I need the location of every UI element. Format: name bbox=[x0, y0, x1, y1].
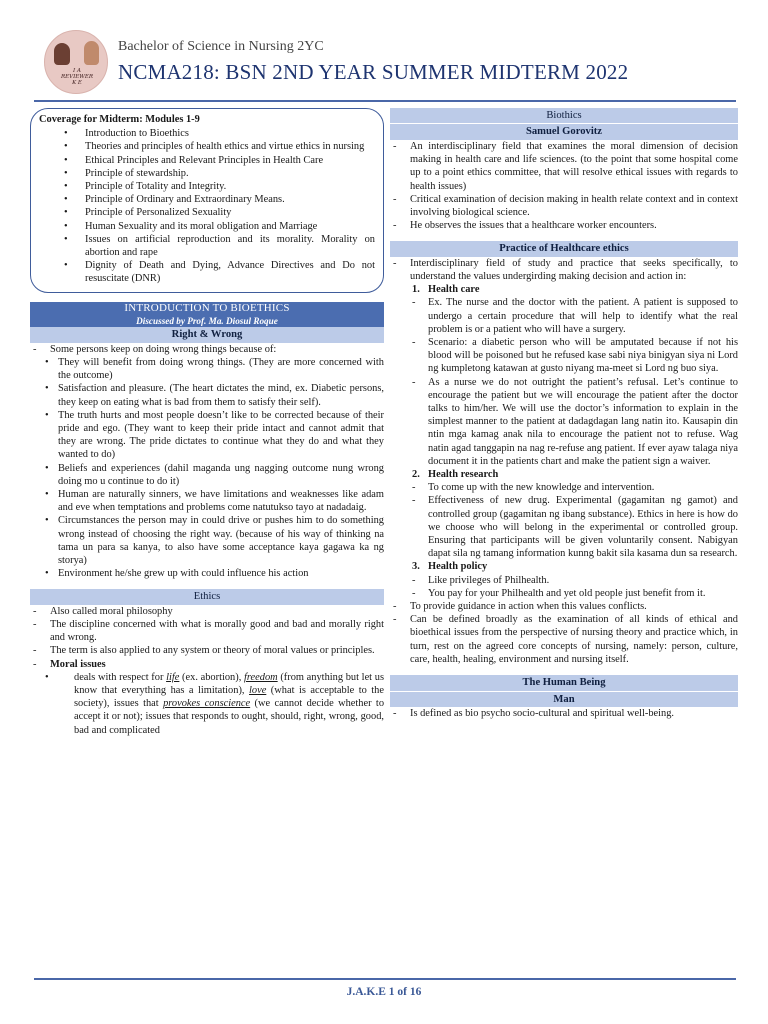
moral-issues-list bbox=[30, 671, 384, 737]
spacer bbox=[390, 232, 738, 241]
coverage-item: • Ethical Principles and Relevant Principles in Health Care bbox=[39, 154, 375, 167]
mi-text-2: (ex. abortion), bbox=[179, 671, 244, 683]
intro-discussed-by: Discussed by Prof. Ma. Diosul Roque bbox=[136, 315, 278, 326]
moral-issues-label: Moral issues bbox=[50, 658, 106, 670]
bioethics-item: - He observes the issues that a healthcare worker encounters. bbox=[390, 219, 738, 232]
area-item: - As a nurse we do not outright the patient’s refusal. Let’s continue to encourage the patient but we will encourage the patient after the doctor talks to him/her. We will use the doctor’s information to explain in the simplest manner to the patient at dadagdagan lang natin ito. Kausapin din ntin mga kamag anak nila to encourage the patient not to refuse. Wag natin agad tanggapin na nag re-refuse ang patient. If ever ayaw talaga niya document it in the patients chart and make the patient sign a waiver. bbox=[394, 376, 738, 468]
right-wrong-lead bbox=[30, 343, 384, 581]
reason-item: • Environment he/she grew up with could influence his action bbox=[30, 567, 384, 580]
intro-section-header bbox=[30, 302, 384, 328]
man-subheader: Man bbox=[390, 692, 738, 707]
coverage-item: • Issues on artificial reproduction and its morality. Morality on abortion and rape bbox=[39, 233, 375, 259]
reasons-list bbox=[30, 356, 384, 580]
area-item: - You pay for your Philhealth and yet old people just benefit from it. bbox=[394, 587, 738, 600]
practice-area-health-policy bbox=[390, 560, 738, 600]
area-items bbox=[390, 574, 738, 600]
reason-item: • Beliefs and experiences (dahil maganda ung nagging outcome nung wrong doing mo u continue to do it) bbox=[30, 462, 384, 488]
practice-lead-text: Interdisciplinary field of study and practice that seeks specifically, to understand the values undergirding making decision and action in: bbox=[410, 257, 738, 282]
bioethics-item: - Critical examination of decision making in health relate context and in context involving biological science. bbox=[390, 193, 738, 219]
reason-item: • Human are naturally sinners, we have limitations and weaknesses like adam and eve when temptations and problems come natutukso tayo at nadadaig. bbox=[30, 488, 384, 514]
reason-item: • Satisfaction and pleasure. (The heart dictates the mind, ex. Diabetic persons, they keep on eating what is bad from them to satisfy their self). bbox=[30, 382, 384, 408]
program-subtitle: Bachelor of Science in Nursing 2YC bbox=[118, 39, 324, 54]
coverage-item: • Principle of stewardship. bbox=[39, 167, 375, 180]
practice-header: Practice of Healthcare ethics bbox=[390, 241, 738, 256]
area-item: - Effectiveness of new drug. Experimental (gagamitan ng gamot) and controlled group (gagamitan ng ibang substance). Ethics in here is how do we choose who will belong in the experimental or controlled group. Ensuring that participants will be given voluntarily consent. Nabigyan dapat sila ng tamang information kunng bakit sila kasama dun sa research. bbox=[394, 494, 738, 560]
reviewer-logo bbox=[44, 30, 108, 94]
coverage-item: • Human Sexuality and its moral obligation and Marriage bbox=[39, 220, 375, 233]
human-being-header: The Human Being bbox=[390, 675, 738, 691]
area-item: - Scenario: a diabetic person who will be amputated because if not his blood will be poisoned but he refused kase sabi niya binigyan siya ni Lord ng kumpletong katawan at gusto niyang ma-meet si Lord ng buo siya. bbox=[394, 336, 738, 376]
area-label: Health research bbox=[428, 469, 499, 481]
coverage-item: • Theories and principles of health ethics and virtue ethics in nursing bbox=[39, 140, 375, 153]
practice-after-item: - Can be defined broadly as the examination of all kinds of ethical and bioethical issues from the perspective of nursing theory and practice which, in turn, rest on the agreed core concepts of nursing, namely: person, culture, care, health, healing, environment and nursing itself. bbox=[390, 613, 738, 666]
bioethics-header: Biothics bbox=[390, 108, 738, 124]
area-item: - Ex. The nurse and the doctor with the patient. A patient is supposed to undergo a certain procedure that will help to identify what the real problem is or a patient who will have a surgery. bbox=[394, 296, 738, 336]
bioethics-author: Samuel Gorovitz bbox=[390, 124, 738, 139]
ethics-item: - Also called moral philosophy bbox=[30, 605, 384, 618]
page-title: NCMA218: BSN 2ND YEAR SUMMER MIDTERM 2022 bbox=[118, 60, 629, 84]
mi-text-5: (we cannot decide whether to accept it or not); issues that responds to ought, should, right, wrong, good, bad and complicated bbox=[74, 698, 385, 736]
area-number: 1. bbox=[412, 284, 420, 296]
logo-figure-right bbox=[84, 41, 99, 65]
mi-text-4: (what is acceptable to the society), issues that bbox=[74, 685, 384, 710]
practice-areas bbox=[390, 283, 738, 600]
reason-item: • The truth hurts and most people doesn’t like to be corrected because of their pride and ego. (They want to keep their pride intact and cannot admit that they are wrong. The pride dictates to continue what they do and what they wanted to do) bbox=[30, 409, 384, 462]
right-column bbox=[390, 108, 738, 720]
coverage-item: • Principle of Personalized Sexuality bbox=[39, 206, 375, 219]
right-wrong-header: Right & Wrong bbox=[30, 327, 384, 342]
coverage-title: Coverage for Midterm: Modules 1-9 bbox=[39, 114, 200, 125]
mi-freedom: freedom bbox=[243, 671, 278, 683]
ethics-item: - The term is also applied to any system or theory of moral values or principles. bbox=[30, 644, 384, 657]
spacer bbox=[30, 580, 384, 589]
mi-text-1: deals with respect for bbox=[74, 671, 167, 683]
area-items bbox=[390, 481, 738, 560]
practice-list bbox=[390, 257, 738, 283]
coverage-list bbox=[39, 127, 375, 285]
area-items bbox=[390, 296, 738, 468]
area-item: - To come up with the new knowledge and intervention. bbox=[394, 481, 738, 494]
reason-item: • They will benefit from doing wrong things. (They are more concerned with the outcome) bbox=[30, 356, 384, 382]
ethics-item: - The discipline concerned with what is morally good and bad and morally right and wrong. bbox=[30, 618, 384, 644]
header-divider bbox=[34, 100, 736, 102]
left-column bbox=[30, 108, 384, 737]
coverage-box bbox=[30, 108, 384, 293]
moral-issues-item bbox=[30, 658, 384, 737]
logo-text-3: K E bbox=[72, 80, 82, 86]
footer-divider bbox=[34, 978, 736, 980]
bioethics-item: - An interdisciplinary field that examines the moral dimension of decision making in health care and life sciences. (to the point that some hospital come up to a point ethics committee, that will resolve ethical issues with regards to health issues) bbox=[390, 140, 738, 193]
practice-area-health-care bbox=[390, 283, 738, 468]
logo-figure-left bbox=[54, 43, 70, 65]
ethics-list bbox=[30, 605, 384, 737]
logo-text-1: I A bbox=[73, 68, 81, 74]
moral-issues-text bbox=[30, 671, 384, 737]
practice-area-health-research bbox=[390, 468, 738, 560]
practice-after-list bbox=[390, 600, 738, 666]
coverage-item: • Principle of Totality and Integrity. bbox=[39, 180, 375, 193]
logo-text-2: REVIEWER bbox=[60, 74, 94, 80]
area-item: - Like privileges of Philhealth. bbox=[394, 574, 738, 587]
practice-lead bbox=[390, 257, 738, 283]
mi-text-3: (from anything but let us know that everything has a limitation), bbox=[74, 671, 384, 697]
bioethics-list bbox=[390, 140, 738, 232]
area-number: 3. bbox=[412, 561, 420, 573]
human-being-list bbox=[390, 707, 738, 720]
coverage-item: • Introduction to Bioethics bbox=[39, 127, 375, 140]
right-wrong-lead-text: Some persons keep on doing wrong things because of: bbox=[50, 343, 277, 355]
area-number: 2. bbox=[412, 469, 420, 481]
coverage-item: • Principle of Ordinary and Extraordinary Means. bbox=[39, 193, 375, 206]
page-header bbox=[44, 30, 734, 96]
spacer bbox=[390, 666, 738, 675]
mi-life: life bbox=[166, 671, 180, 683]
page-footer: J.A.K.E 1 of 16 bbox=[346, 986, 422, 998]
reason-item: • Circumstances the person may in could drive or pushes him to do something wrong instead of choosing the right way. (because of his way of thinking na tama un para sa kanya, to also have some acceptance kaya gagawa ka ng storya) bbox=[30, 514, 384, 567]
human-being-item: - Is defined as bio psycho socio-cultural and spiritual well-being. bbox=[390, 707, 738, 720]
right-wrong-list bbox=[30, 343, 384, 581]
practice-after-item: - To provide guidance in action when this values conflicts. bbox=[390, 600, 738, 613]
ethics-header: Ethics bbox=[30, 589, 384, 604]
intro-title: INTRODUCTION TO BIOETHICS bbox=[124, 301, 290, 314]
mi-love: love bbox=[249, 685, 267, 697]
coverage-item: • Dignity of Death and Dying, Advance Directives and Do not resuscitate (DNR) bbox=[39, 259, 375, 285]
mi-provokes: provokes conscience bbox=[163, 698, 251, 710]
area-label: Health policy bbox=[428, 561, 488, 573]
area-label: Health care bbox=[428, 284, 480, 296]
